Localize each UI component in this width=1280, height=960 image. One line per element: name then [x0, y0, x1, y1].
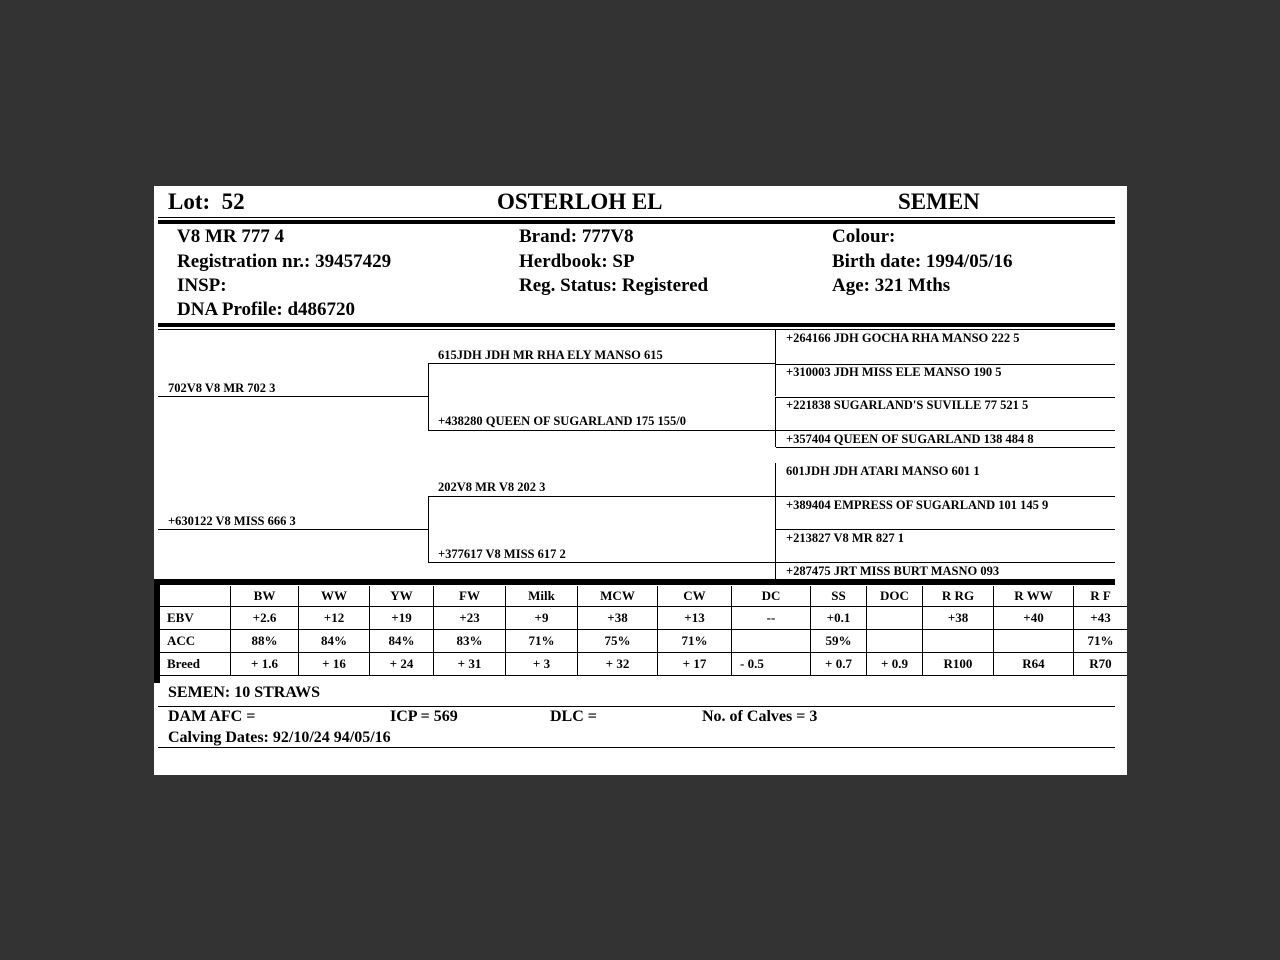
- table-cell: [994, 630, 1074, 653]
- table-cell: + 17: [658, 653, 732, 676]
- table-cell: + 0.7: [811, 653, 867, 676]
- gg-line-5: [776, 496, 1115, 497]
- table-header-row: [158, 586, 1127, 607]
- pedigree-gg-8: +287475 JRT MISS BURT MASNO 093: [786, 564, 1000, 578]
- age: Age: 321 Mths: [832, 275, 951, 296]
- gg-bracket-3b: [775, 496, 776, 529]
- table-row: [158, 653, 1127, 676]
- table-cell: 75%: [578, 630, 658, 653]
- header-rule-thin: [158, 217, 1115, 218]
- table-cell: +43: [1074, 607, 1128, 630]
- sire-dam-line: [428, 430, 776, 431]
- pedigree-gg-5: 601JDH JDH ATARI MANSO 601 1: [786, 464, 980, 478]
- row-label: EBV: [158, 607, 231, 630]
- lot-type: SEMEN: [898, 189, 980, 214]
- pedigree-sire: 702V8 V8 MR 702 3: [168, 381, 276, 395]
- header-cell: MCW: [578, 586, 658, 607]
- gg-bracket-4a: [775, 529, 776, 562]
- table-cell: 83%: [434, 630, 506, 653]
- header-cell: BW: [231, 586, 299, 607]
- icp: ICP = 569: [390, 708, 458, 725]
- gg-bracket-4b: [775, 562, 776, 579]
- table-cell: +13: [658, 607, 732, 630]
- table-cell: + 32: [578, 653, 658, 676]
- table-cell: 71%: [506, 630, 578, 653]
- brand: Brand: 777V8: [519, 226, 634, 247]
- header-cell: DOC: [867, 586, 923, 607]
- header-cell: CW: [658, 586, 732, 607]
- dam-dam-line: [428, 562, 776, 563]
- lot-card: [154, 186, 1127, 775]
- table-cell: [732, 630, 811, 653]
- pedigree-sire-dam: +438280 QUEEN OF SUGARLAND 175 155/0: [438, 414, 686, 428]
- gg-line-3: [776, 430, 1115, 431]
- header-cell: R WW: [994, 586, 1074, 607]
- animal-id: V8 MR 777 4: [177, 226, 285, 247]
- dlc: DLC =: [550, 708, 597, 725]
- pedigree-dam-sire: 202V8 MR V8 202 3: [438, 480, 546, 494]
- table-cell: +38: [578, 607, 658, 630]
- dam-sire-line: [428, 496, 776, 497]
- header-cell: Milk: [506, 586, 578, 607]
- table-cell: +38: [923, 607, 994, 630]
- table-cell: +9: [506, 607, 578, 630]
- insp: INSP:: [177, 275, 227, 296]
- header-cell: WW: [299, 586, 370, 607]
- table-cell: --: [732, 607, 811, 630]
- pedigree-sire-sire: 615JDH JDH MR RHA ELY MANSO 615: [438, 348, 663, 362]
- table-cell: +19: [370, 607, 434, 630]
- lot-number: 52: [221, 189, 245, 214]
- pedigree-gg-6: +389404 EMPRESS OF SUGARLAND 101 145 9: [786, 498, 1049, 512]
- table-row: [158, 630, 1127, 653]
- registration-number: Registration nr.: 39457429: [177, 251, 392, 272]
- table-cell: 71%: [658, 630, 732, 653]
- table-cell: R64: [994, 653, 1074, 676]
- gg-line-7: [776, 562, 1115, 563]
- gg-line-6: [776, 529, 1115, 530]
- table-cell: + 0.9: [867, 653, 923, 676]
- dam-bracket: [428, 496, 429, 563]
- footer-rule-1: [158, 706, 1115, 707]
- gg-line-4: [776, 447, 1115, 448]
- table-top-rule: [154, 579, 1115, 585]
- lot-label: Lot: 52: [168, 189, 245, 214]
- gg-bracket-1a: [775, 330, 776, 363]
- animal-name: OSTERLOH EL: [497, 189, 663, 214]
- birth-date: Birth date: 1994/05/16: [832, 251, 1013, 272]
- pedigree-gg-4: +357404 QUEEN OF SUGARLAND 138 484 8: [786, 432, 1034, 446]
- sire-line: [158, 396, 428, 397]
- table-cell: +12: [299, 607, 370, 630]
- gg-bracket-1b: [775, 363, 776, 396]
- row-label: ACC: [158, 630, 231, 653]
- table-cell: +40: [994, 607, 1074, 630]
- dam-line: [158, 529, 428, 530]
- header-cell: YW: [370, 586, 434, 607]
- sire-bracket: [428, 363, 429, 431]
- ebv-table: [158, 586, 1127, 676]
- reg-status: Reg. Status: Registered: [519, 275, 709, 296]
- footer-rule-2: [158, 747, 1115, 748]
- pedigree-gg-1: +264166 JDH GOCHA RHA MANSO 222 5: [786, 331, 1020, 345]
- gg-bracket-3a: [775, 463, 776, 496]
- pedigree-dam-dam: +377617 V8 MISS 617 2: [438, 547, 566, 561]
- table-cell: + 1.6: [231, 653, 299, 676]
- table-row: [158, 607, 1127, 630]
- table-cell: [867, 630, 923, 653]
- colour: Colour:: [832, 226, 896, 247]
- pedigree-gg-3: +221838 SUGARLAND'S SUVILLE 77 521 5: [786, 398, 1029, 412]
- herdbook: Herdbook: SP: [519, 251, 635, 272]
- table-cell: 84%: [299, 630, 370, 653]
- info-rule-thick: [158, 323, 1115, 327]
- table-cell: 59%: [811, 630, 867, 653]
- header-cell: R RG: [923, 586, 994, 607]
- pedigree-dam: +630122 V8 MISS 666 3: [168, 514, 296, 528]
- table-cell: 71%: [1074, 630, 1128, 653]
- pedigree-gg-2: +310003 JDH MISS ELE MANSO 190 5: [786, 365, 1002, 379]
- header-cell: SS: [811, 586, 867, 607]
- table-cell: + 31: [434, 653, 506, 676]
- header-cell: R F: [1074, 586, 1128, 607]
- header-cell: [158, 586, 231, 607]
- dam-afc: DAM AFC =: [168, 708, 256, 725]
- semen-straws: SEMEN: 10 STRAWS: [168, 684, 321, 701]
- table-cell: - 0.5: [732, 653, 811, 676]
- gg-bracket-2a: [775, 397, 776, 430]
- table-cell: +2.6: [231, 607, 299, 630]
- table-cell: [923, 630, 994, 653]
- info-rule-thin: [158, 329, 1115, 330]
- table-cell: [867, 607, 923, 630]
- table-cell: 88%: [231, 630, 299, 653]
- table-cell: + 16: [299, 653, 370, 676]
- header-cell: FW: [434, 586, 506, 607]
- gg-bracket-2b: [775, 430, 776, 447]
- number-of-calves: No. of Calves = 3: [702, 708, 818, 725]
- table-cell: +0.1: [811, 607, 867, 630]
- table-cell: R70: [1074, 653, 1128, 676]
- header-rule-thick: [158, 220, 1115, 224]
- table-cell: + 24: [370, 653, 434, 676]
- calving-dates: Calving Dates: 92/10/24 94/05/16: [168, 729, 391, 746]
- row-label: Breed: [158, 653, 231, 676]
- pedigree-gg-7: +213827 V8 MR 827 1: [786, 531, 904, 545]
- table-cell: + 3: [506, 653, 578, 676]
- table-cell: +23: [434, 607, 506, 630]
- dna-profile: DNA Profile: d486720: [177, 299, 356, 320]
- table-cell: 84%: [370, 630, 434, 653]
- table-cell: R100: [923, 653, 994, 676]
- header-cell: DC: [732, 586, 811, 607]
- sire-sire-line: [428, 363, 776, 364]
